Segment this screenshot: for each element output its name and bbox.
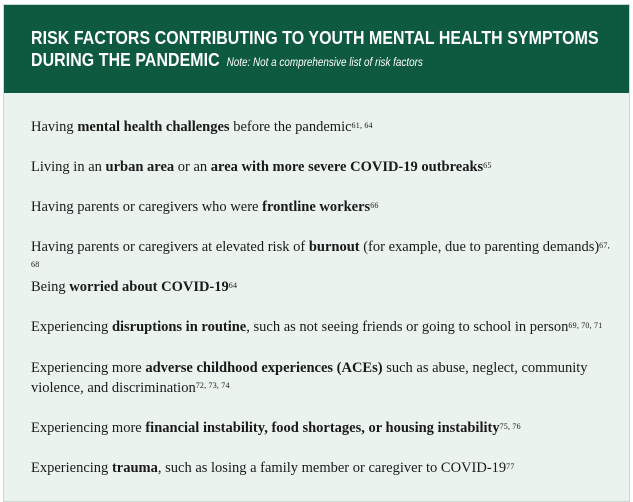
item-text: Experiencing bbox=[31, 319, 112, 335]
title-line-2 bbox=[31, 49, 545, 74]
item-text: Experiencing more bbox=[31, 420, 146, 436]
panel-header bbox=[4, 5, 629, 93]
item-refs: 69, 70, 71 bbox=[568, 321, 603, 330]
item-refs: 65 bbox=[483, 161, 492, 170]
item-text: , such as losing a family member or caregiver to COVID-19 bbox=[157, 460, 507, 476]
item-bold: disruptions in routine bbox=[111, 319, 247, 335]
item-text: Living in an bbox=[31, 159, 106, 175]
item-text: or an bbox=[174, 159, 211, 175]
item-bold: adverse childhood experiences (ACEs) bbox=[145, 360, 383, 376]
item-text: Having parents or caregivers at elevated risk of bbox=[31, 239, 309, 255]
item-bold: worried about COVID-19 bbox=[69, 279, 229, 295]
item-refs: 75, 76 bbox=[499, 422, 521, 431]
item-text: Being bbox=[31, 279, 70, 295]
item-refs: 72, 73, 74 bbox=[195, 381, 230, 390]
risk-item-7 bbox=[31, 358, 591, 398]
item-bold: financial instability, food shortages, or housing instability bbox=[145, 420, 500, 436]
risk-item-8 bbox=[31, 419, 611, 438]
item-text: Having bbox=[31, 119, 78, 135]
item-bold: mental health challenges bbox=[77, 119, 230, 135]
item-refs: 61, 64 bbox=[351, 121, 373, 130]
risk-item-1 bbox=[31, 118, 611, 137]
risk-factors-panel bbox=[3, 4, 630, 502]
risk-item-2 bbox=[31, 158, 611, 177]
item-refs: 77 bbox=[506, 462, 515, 471]
risk-item-6 bbox=[31, 318, 611, 337]
item-text: Having parents or caregivers who were bbox=[31, 199, 263, 215]
item-bold: trauma bbox=[111, 460, 158, 476]
risk-item-5 bbox=[31, 278, 611, 297]
risk-item-4 bbox=[31, 238, 611, 276]
item-refs: 67, 68 bbox=[31, 241, 610, 269]
risk-item-9 bbox=[31, 459, 611, 478]
title-line-2-text: DURING THE PANDEMIC bbox=[31, 49, 220, 70]
item-text: Experiencing bbox=[31, 460, 112, 476]
item-text: , such as not seeing friends or going to school in person bbox=[246, 319, 569, 335]
item-text: such as abuse, neglect, community violence, and discrimination bbox=[31, 360, 588, 396]
item-bold-2: area with more severe COVID-19 outbreaks bbox=[210, 159, 484, 175]
item-text: before the pandemic bbox=[229, 119, 352, 135]
item-bold: burnout bbox=[308, 239, 360, 255]
title-line-1: RISK FACTORS CONTRIBUTING TO YOUTH MENTAL HEALTH SYMPTOMS bbox=[31, 27, 599, 48]
item-bold: frontline workers bbox=[262, 199, 371, 215]
item-text: (for example, due to parenting demands) bbox=[359, 239, 600, 255]
item-refs: 66 bbox=[370, 201, 379, 210]
risk-item-3 bbox=[31, 198, 611, 217]
header-note: Note: Not a comprehensive list of risk factors bbox=[226, 57, 423, 69]
item-bold: urban area bbox=[105, 159, 175, 175]
item-text: Experiencing more bbox=[31, 360, 146, 376]
item-refs: 64 bbox=[228, 281, 238, 290]
